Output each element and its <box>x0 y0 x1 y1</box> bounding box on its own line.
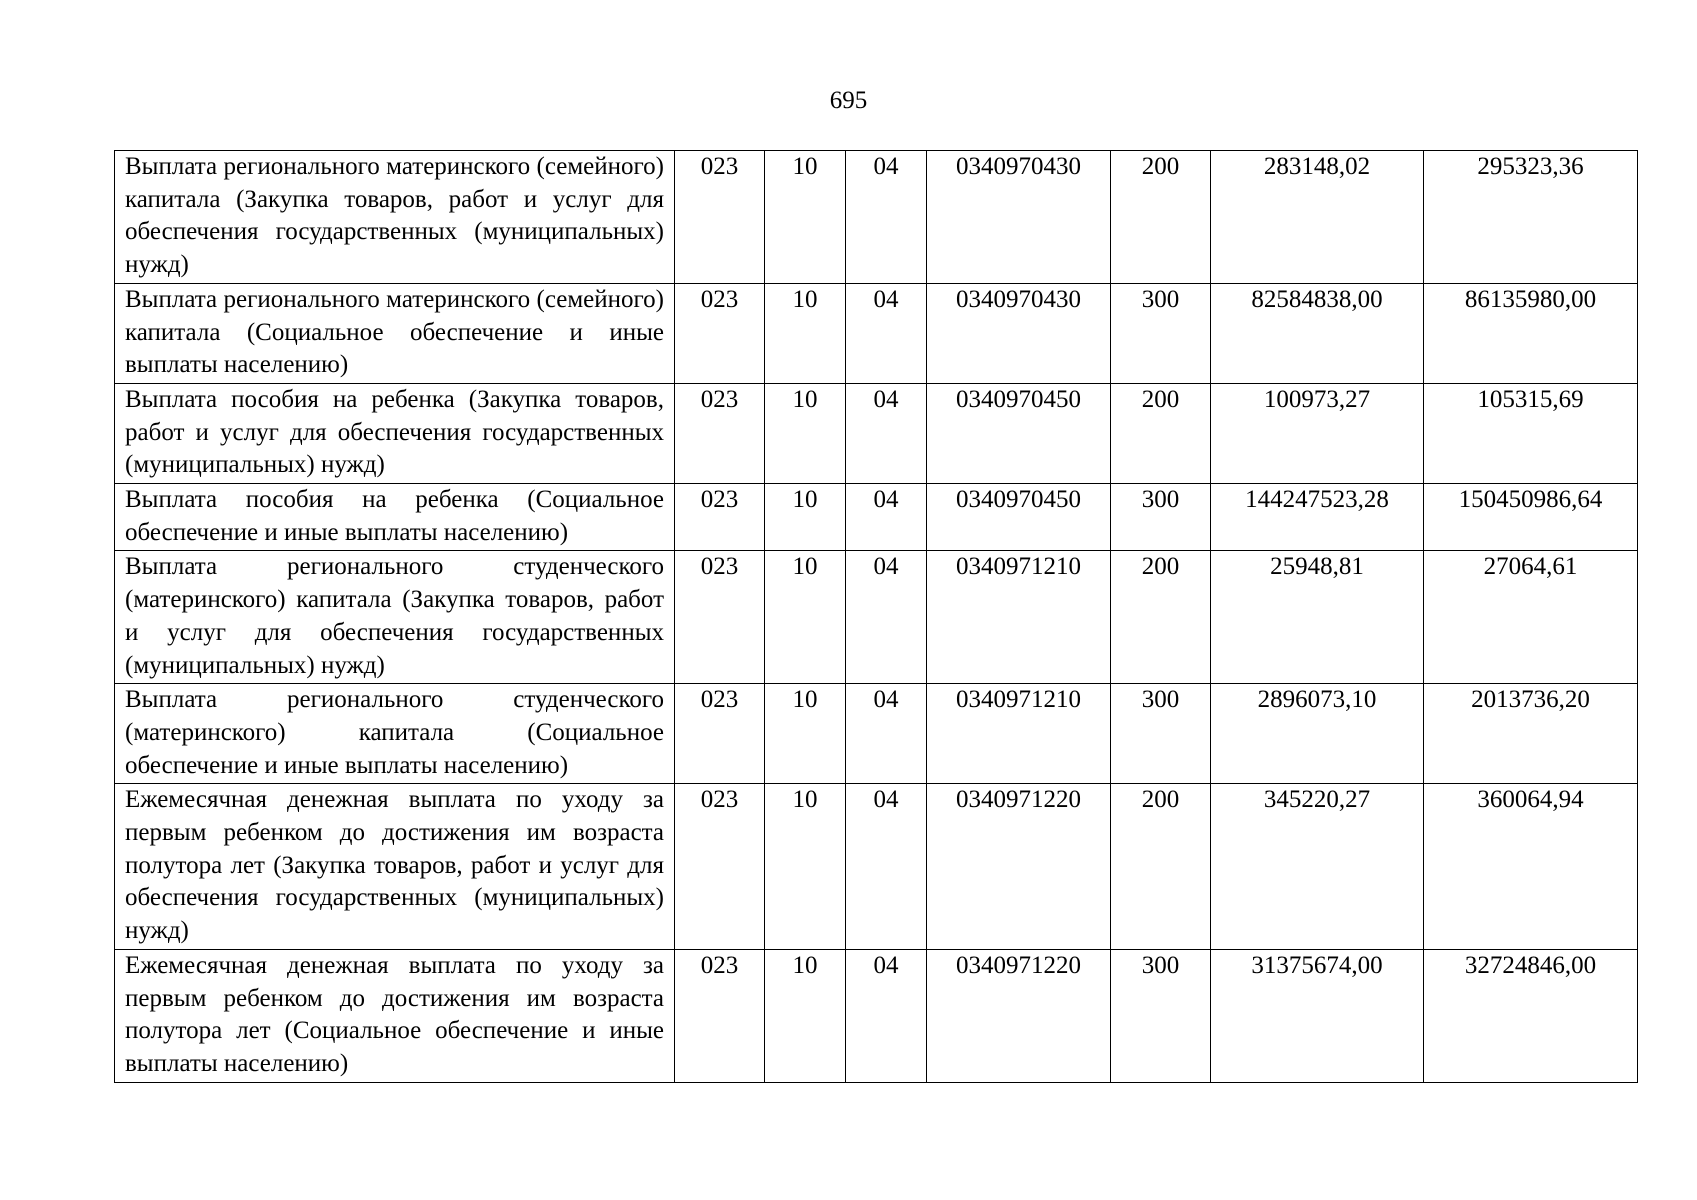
subsection-code: 04 <box>846 684 927 784</box>
target-article-code: 0340971210 <box>927 551 1111 684</box>
amount-year-1: 2896073,10 <box>1211 684 1424 784</box>
target-article-code: 0340971220 <box>927 784 1111 950</box>
ministry-code: 023 <box>675 151 765 284</box>
expense-description: Ежемесячная денежная выплата по уходу за первым ребенком до достижения им возраста полутора лет (Закупка товаров, работ и услуг для обеспечения государственных (муниципальных) нужд) <box>115 784 675 950</box>
table-row <box>115 383 1638 483</box>
target-article-code: 0340970430 <box>927 283 1111 383</box>
target-article-code: 0340970430 <box>927 151 1111 284</box>
subsection-code: 04 <box>846 283 927 383</box>
expense-description: Ежемесячная денежная выплата по уходу за первым ребенком до достижения им возраста полутора лет (Социальное обеспечение и иные выплаты населению) <box>115 949 675 1082</box>
subsection-code: 04 <box>846 551 927 684</box>
table-row <box>115 151 1638 284</box>
expense-description: Выплата регионального студенческого (материнского) капитала (Социальное обеспечение и иные выплаты населению) <box>115 684 675 784</box>
section-code: 10 <box>765 684 846 784</box>
section-code: 10 <box>765 383 846 483</box>
expense-type-code: 300 <box>1111 283 1211 383</box>
budget-table <box>114 150 1638 1083</box>
ministry-code: 023 <box>675 684 765 784</box>
expense-type-code: 200 <box>1111 784 1211 950</box>
section-code: 10 <box>765 151 846 284</box>
subsection-code: 04 <box>846 151 927 284</box>
subsection-code: 04 <box>846 383 927 483</box>
expense-description: Выплата регионального материнского (семейного) капитала (Закупка товаров, работ и услуг для обеспечения государственных (муниципальных) нужд) <box>115 151 675 284</box>
table-row <box>115 551 1638 684</box>
amount-year-2: 32724846,00 <box>1424 949 1638 1082</box>
ministry-code: 023 <box>675 551 765 684</box>
amount-year-2: 295323,36 <box>1424 151 1638 284</box>
amount-year-1: 82584838,00 <box>1211 283 1424 383</box>
expense-description: Выплата регионального материнского (семейного) капитала (Социальное обеспечение и иные выплаты населению) <box>115 283 675 383</box>
expense-description: Выплата пособия на ребенка (Социальное обеспечение и иные выплаты населению) <box>115 484 675 551</box>
ministry-code: 023 <box>675 383 765 483</box>
expense-description: Выплата пособия на ребенка (Закупка товаров, работ и услуг для обеспечения государственных (муниципальных) нужд) <box>115 383 675 483</box>
section-code: 10 <box>765 484 846 551</box>
expense-type-code: 300 <box>1111 949 1211 1082</box>
table-row <box>115 484 1638 551</box>
section-code: 10 <box>765 283 846 383</box>
section-code: 10 <box>765 551 846 684</box>
ministry-code: 023 <box>675 484 765 551</box>
expense-type-code: 300 <box>1111 684 1211 784</box>
budget-table-body <box>115 151 1638 1083</box>
expense-type-code: 200 <box>1111 151 1211 284</box>
expense-type-code: 200 <box>1111 551 1211 684</box>
amount-year-2: 2013736,20 <box>1424 684 1638 784</box>
amount-year-1: 31375674,00 <box>1211 949 1424 1082</box>
section-code: 10 <box>765 784 846 950</box>
page-number: 695 <box>829 87 868 114</box>
subsection-code: 04 <box>846 949 927 1082</box>
target-article-code: 0340971220 <box>927 949 1111 1082</box>
amount-year-1: 25948,81 <box>1211 551 1424 684</box>
table-row <box>115 684 1638 784</box>
amount-year-1: 283148,02 <box>1211 151 1424 284</box>
ministry-code: 023 <box>675 949 765 1082</box>
amount-year-1: 345220,27 <box>1211 784 1424 950</box>
ministry-code: 023 <box>675 283 765 383</box>
amount-year-2: 150450986,64 <box>1424 484 1638 551</box>
table-row <box>115 949 1638 1082</box>
amount-year-2: 105315,69 <box>1424 383 1638 483</box>
amount-year-2: 360064,94 <box>1424 784 1638 950</box>
subsection-code: 04 <box>846 784 927 950</box>
amount-year-1: 144247523,28 <box>1211 484 1424 551</box>
table-row <box>115 784 1638 950</box>
target-article-code: 0340970450 <box>927 484 1111 551</box>
subsection-code: 04 <box>846 484 927 551</box>
section-code: 10 <box>765 949 846 1082</box>
amount-year-2: 27064,61 <box>1424 551 1638 684</box>
ministry-code: 023 <box>675 784 765 950</box>
expense-type-code: 300 <box>1111 484 1211 551</box>
expense-type-code: 200 <box>1111 383 1211 483</box>
expense-description: Выплата регионального студенческого (материнского) капитала (Закупка товаров, работ и услуг для обеспечения государственных (муниципальных) нужд) <box>115 551 675 684</box>
target-article-code: 0340970450 <box>927 383 1111 483</box>
amount-year-1: 100973,27 <box>1211 383 1424 483</box>
amount-year-2: 86135980,00 <box>1424 283 1638 383</box>
table-row <box>115 283 1638 383</box>
target-article-code: 0340971210 <box>927 684 1111 784</box>
